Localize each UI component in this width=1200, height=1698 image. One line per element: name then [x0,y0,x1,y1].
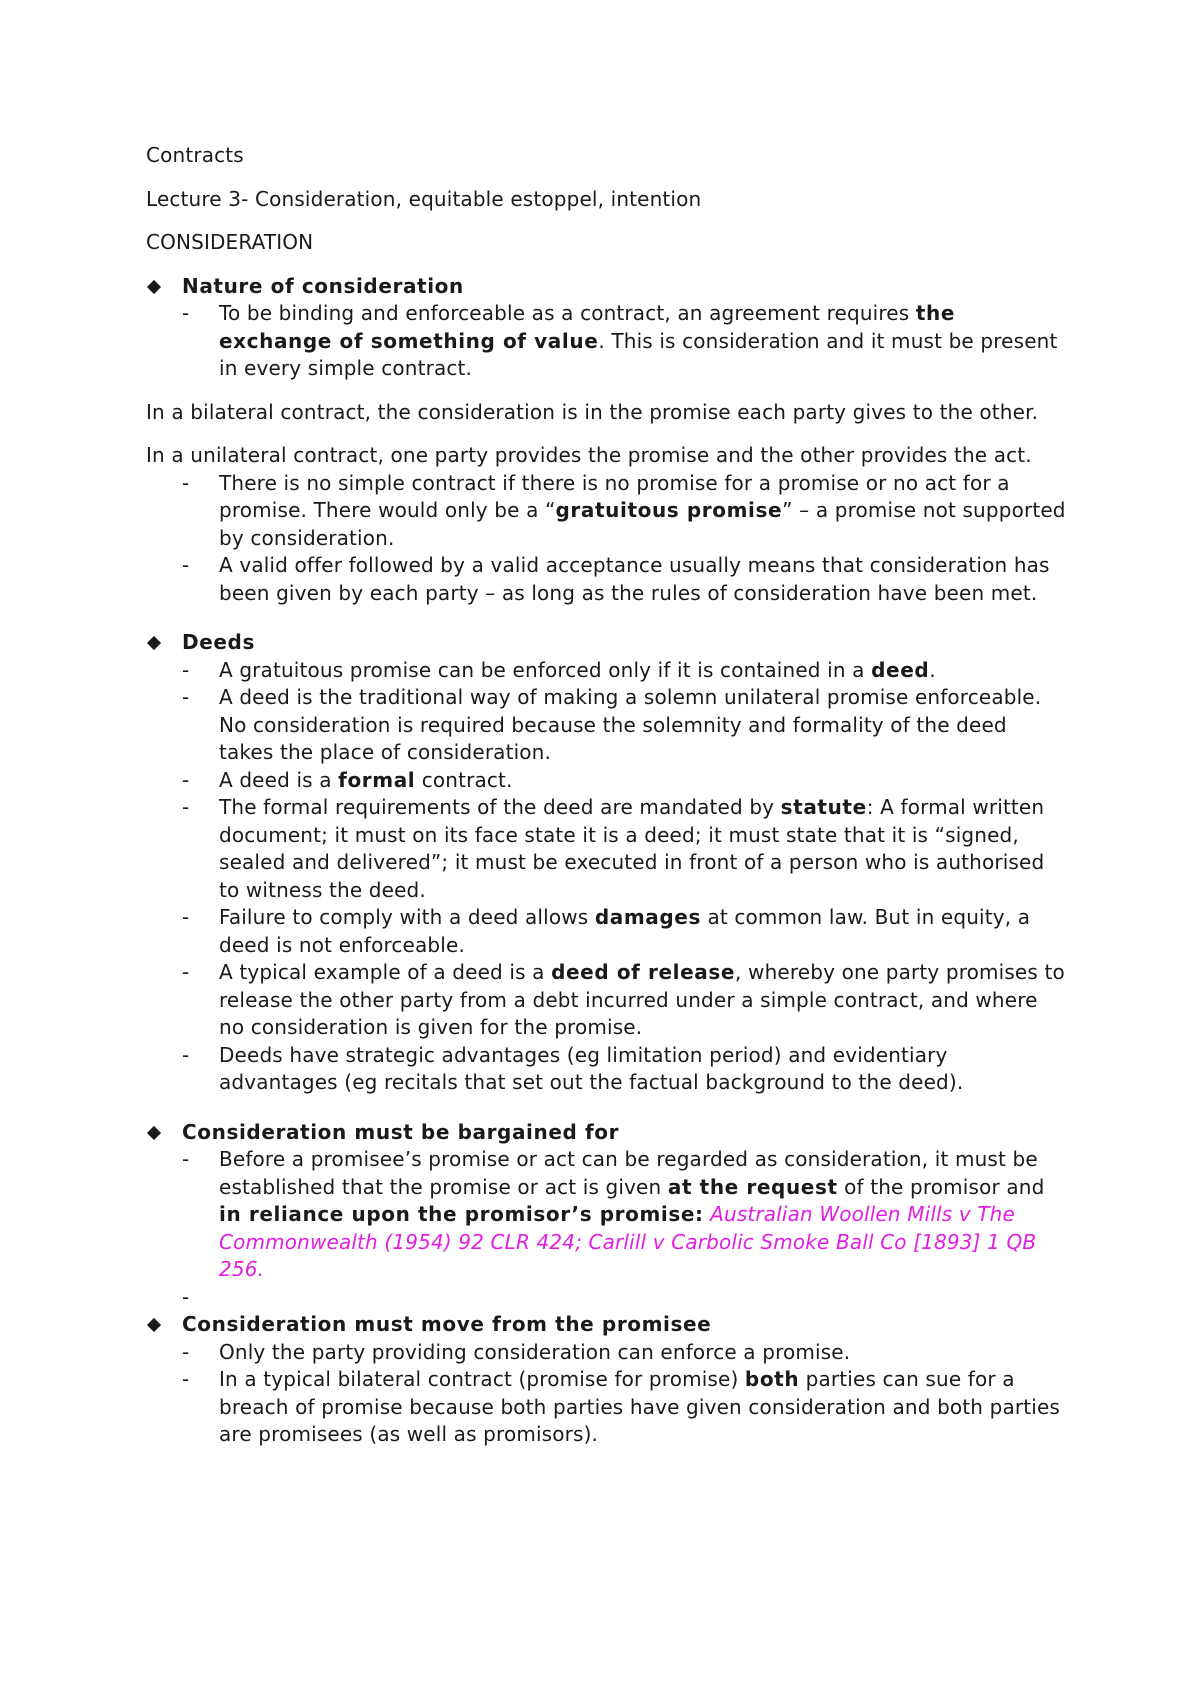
deeds-heading-text: Deeds [182,630,255,654]
list-item: - In a typical bilateral contract (promise for promise) both parties can sue for a breach of promise because both parties have given consideration and both parties are promisees (as well as promisors). [182,1366,1066,1449]
nature-list [146,300,1066,383]
nature-heading-text: Nature of consideration [182,273,464,298]
move-section [146,1311,1066,1449]
list-item: - Failure to comply with a deed allows damages at common law. But in equity, a deed is not enforceable. [182,904,1066,959]
list-item: - The formal requirements of the deed are mandated by statute: A formal written document; it must on its face state it is a deed; it must state that it is “signed, sealed and delivered”; it must be executed in front of a person who is authorised to witness the deed. [182,794,1066,904]
list-item: - Only the party providing consideration can enforce a promise. [182,1339,1066,1367]
unilateral-paragraph: In a unilateral contract, one party provides the promise and the other provides the act. [146,443,1032,467]
diamond-bullet-icon [146,273,168,301]
diamond-bullet-icon [146,1119,168,1147]
bilateral-paragraph: In a bilateral contract, the consideration is in the promise each party gives to the other. [146,399,1039,424]
section-heading: CONSIDERATION [146,230,314,254]
list-item: - A deed is a formal contract. [182,767,1066,795]
document-page [146,142,1066,1449]
diamond-bullet-icon [146,1311,168,1339]
doc-title: Contracts [146,143,244,167]
list-item: - To be binding and enforceable as a contract, an agreement requires the exchange of something of value. This is consideration and it must be present in every simple contract. [182,300,1066,383]
list-item: - Deeds have strategic advantages (eg limitation period) and evidentiary advantages (eg recitals that set out the factual background to the deed). [182,1042,1066,1097]
list-item: - A valid offer followed by a valid acceptance usually means that consideration has been given by each party – as long as the rules of consideration have been met. [182,552,1066,607]
deeds-section [146,629,1066,1097]
list-item: - Before a promisee’s promise or act can be regarded as consideration, it must be established that the promise or act is given at the request of the promisor and in reliance upon the promisor’s promise: Australian Woollen Mills v The Commonwealth (1954) 92 CLR 424; Carlill v Carbolic Smoke Ball Co [1893] 1 QB 256. [182,1146,1066,1284]
move-list [146,1339,1066,1449]
bargained-list [146,1146,1066,1284]
bargained-heading [146,1119,1066,1147]
nature-heading [146,273,1066,301]
lecture-subtitle: Lecture 3- Consideration, equitable estoppel, intention [146,186,702,211]
move-heading [146,1311,1066,1339]
empty-dash: - [182,1284,190,1309]
diamond-bullet-icon [146,629,168,657]
nature-section [146,273,1066,608]
case-citation: Australian Woollen Mills v The Commonwealth (1954) 92 CLR 424; Carlill v Carbolic Smoke Ball Co [1893] 1 QB 256. [219,1202,1037,1281]
deeds-heading [146,629,1066,657]
deeds-list [146,657,1066,1097]
list-item: - There is no simple contract if there is no promise for a promise or no act for a promise. There would only be a “gratuitous promise” – a promise not supported by consideration. [182,470,1066,553]
bargained-section [146,1119,1066,1312]
list-item: - A deed is the traditional way of making a solemn unilateral promise enforceable. No consideration is required because the solemnity and formality of the deed takes the place of consideration. [182,684,1066,767]
list-item: - A typical example of a deed is a deed of release, whereby one party promises to release the other party from a debt incurred under a simple contract, and where no consideration is given for the promise. [182,959,1066,1042]
bargained-heading-text: Consideration must be bargained for [182,1119,620,1144]
move-heading-text: Consideration must move from the promisee [182,1312,712,1336]
list-item: - A gratuitous promise can be enforced only if it is contained in a deed. [182,657,1066,685]
nature-list-2 [146,470,1066,608]
